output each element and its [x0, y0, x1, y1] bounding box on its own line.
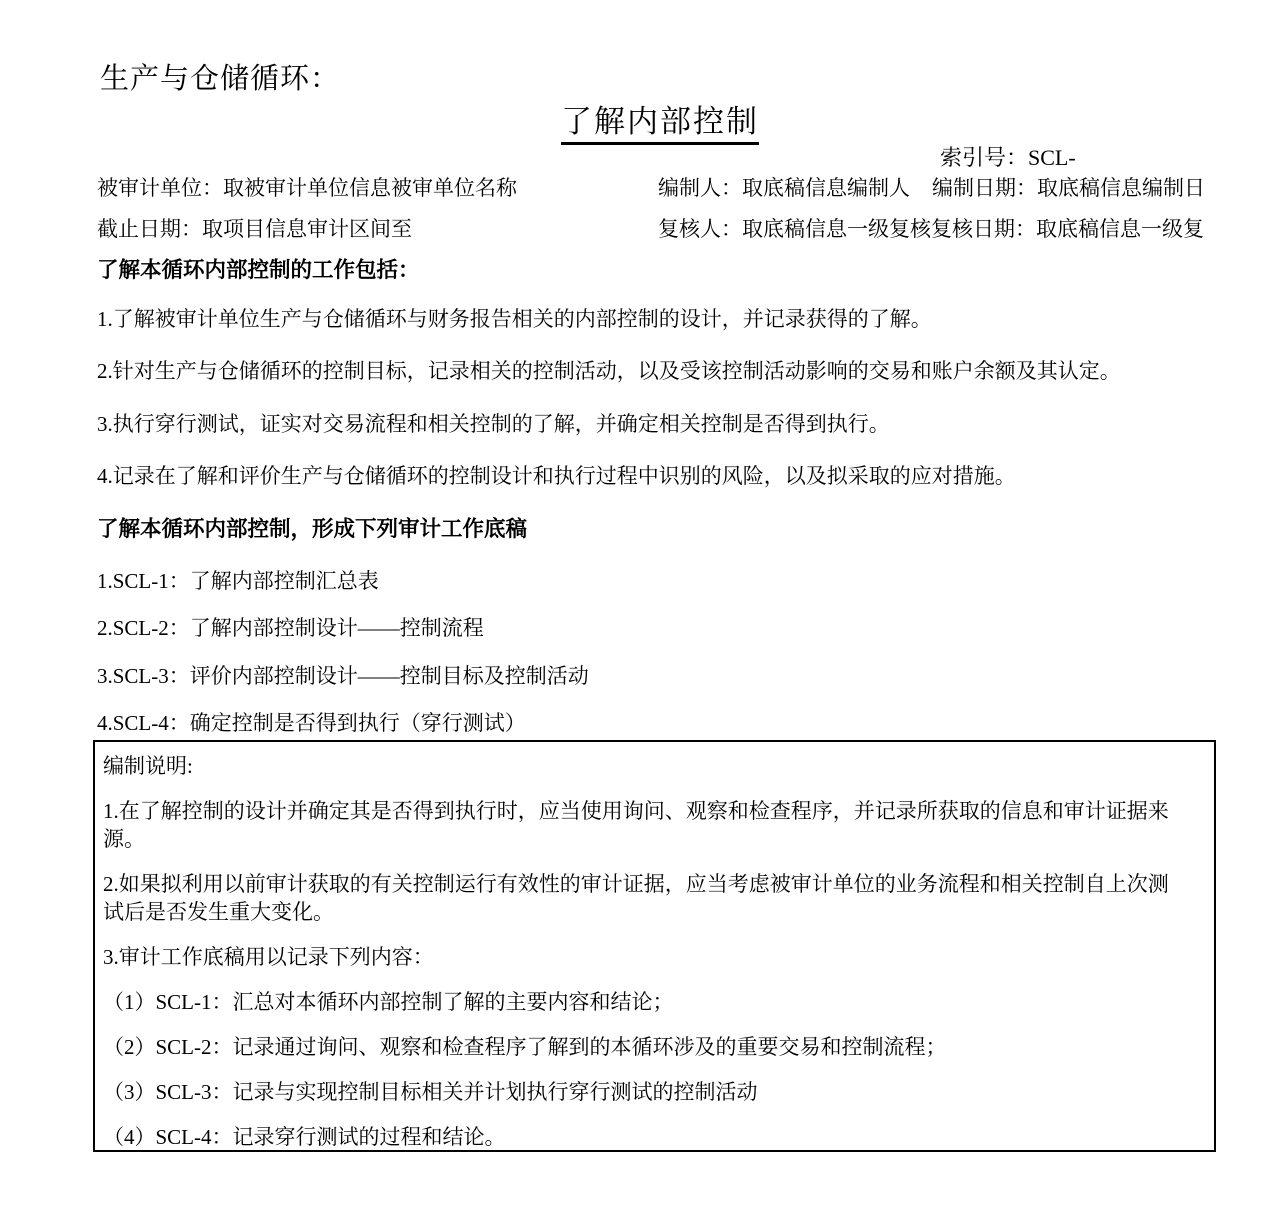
- note-subitem-scl3: （3）SCL-3：记录与实现控制目标相关并计划执行穿行测试的控制活动: [103, 1080, 758, 1104]
- prepare-date-field: 编制日期：取底稿信息编制日: [932, 176, 1205, 200]
- meta-row-2: [97, 213, 1267, 243]
- note-item-3: 3.审计工作底稿用以记录下列内容：: [103, 945, 434, 969]
- note-item-1: 1.在了解控制的设计并确定其是否得到执行时，应当使用询问、观察和检查程序，并记录所获取的信息和审计证据来源。: [103, 799, 1169, 851]
- note-subitem-scl2: （2）SCL-2：记录通过询问、观察和检查程序了解到的本循环涉及的重要交易和控制流程；: [103, 1035, 947, 1059]
- work-item-2: 2.针对生产与仓储循环的控制目标，记录相关的控制活动，以及受该控制活动影响的交易和账户余额及其认定。: [97, 359, 1121, 383]
- review-date-field: 复核日期：取底稿信息一级复: [931, 217, 1204, 241]
- cycle-title: 生产与仓储循环：: [100, 63, 341, 95]
- paper-item-scl3: 3.SCL-3：评价内部控制设计——控制目标及控制活动: [97, 664, 589, 688]
- cutoff-date-field: 截止日期：取项目信息审计区间至: [97, 217, 412, 241]
- doc-title: 了解内部控制: [561, 96, 759, 145]
- paper-item-scl2: 2.SCL-2：了解内部控制设计——控制流程: [97, 616, 484, 640]
- index-number: 索引号：SCL-: [940, 145, 1076, 170]
- note-item-2: 2.如果拟利用以前审计获取的有关控制运行有效性的审计证据，应当考虑被审计单位的业务流程和相关控制自上次测试后是否发生重大变化。: [103, 872, 1169, 924]
- doc-title-row: [0, 96, 1280, 145]
- audited-unit-field: 被审计单位：取被审计单位信息被审单位名称: [97, 176, 517, 200]
- note-subitem-scl4: （4）SCL-4：记录穿行测试的过程和结论。: [103, 1125, 506, 1149]
- reviewer-field: 复核人：取底稿信息一级复核: [658, 217, 931, 241]
- paper-item-scl1: 1.SCL-1：了解内部控制汇总表: [97, 569, 379, 593]
- notes-box: [93, 740, 1216, 1152]
- notes-heading: 编制说明:: [103, 754, 193, 778]
- note-subitem-scl1: （1）SCL-1：汇总对本循环内部控制了解的主要内容和结论；: [103, 990, 674, 1014]
- meta-row-1: [97, 172, 1267, 202]
- papers-section-heading: 了解本循环内部控制，形成下列审计工作底稿: [97, 517, 528, 541]
- meta-gap: [910, 172, 932, 202]
- paper-item-scl4: 4.SCL-4：确定控制是否得到执行（穿行测试）: [97, 711, 526, 735]
- work-section-heading: 了解本循环内部控制的工作包括：: [97, 258, 420, 282]
- preparer-field: 编制人：取底稿信息编制人: [658, 176, 910, 200]
- work-item-1: 1.了解被审计单位生产与仓储循环与财务报告相关的内部控制的设计，并记录获得的了解。: [97, 307, 932, 331]
- work-item-4: 4.记录在了解和评价生产与仓储循环的控制设计和执行过程中识别的风险，以及拟采取的应对措施。: [97, 464, 1016, 488]
- work-item-3: 3.执行穿行测试，证实对交易流程和相关控制的了解，并确定相关控制是否得到执行。: [97, 412, 890, 436]
